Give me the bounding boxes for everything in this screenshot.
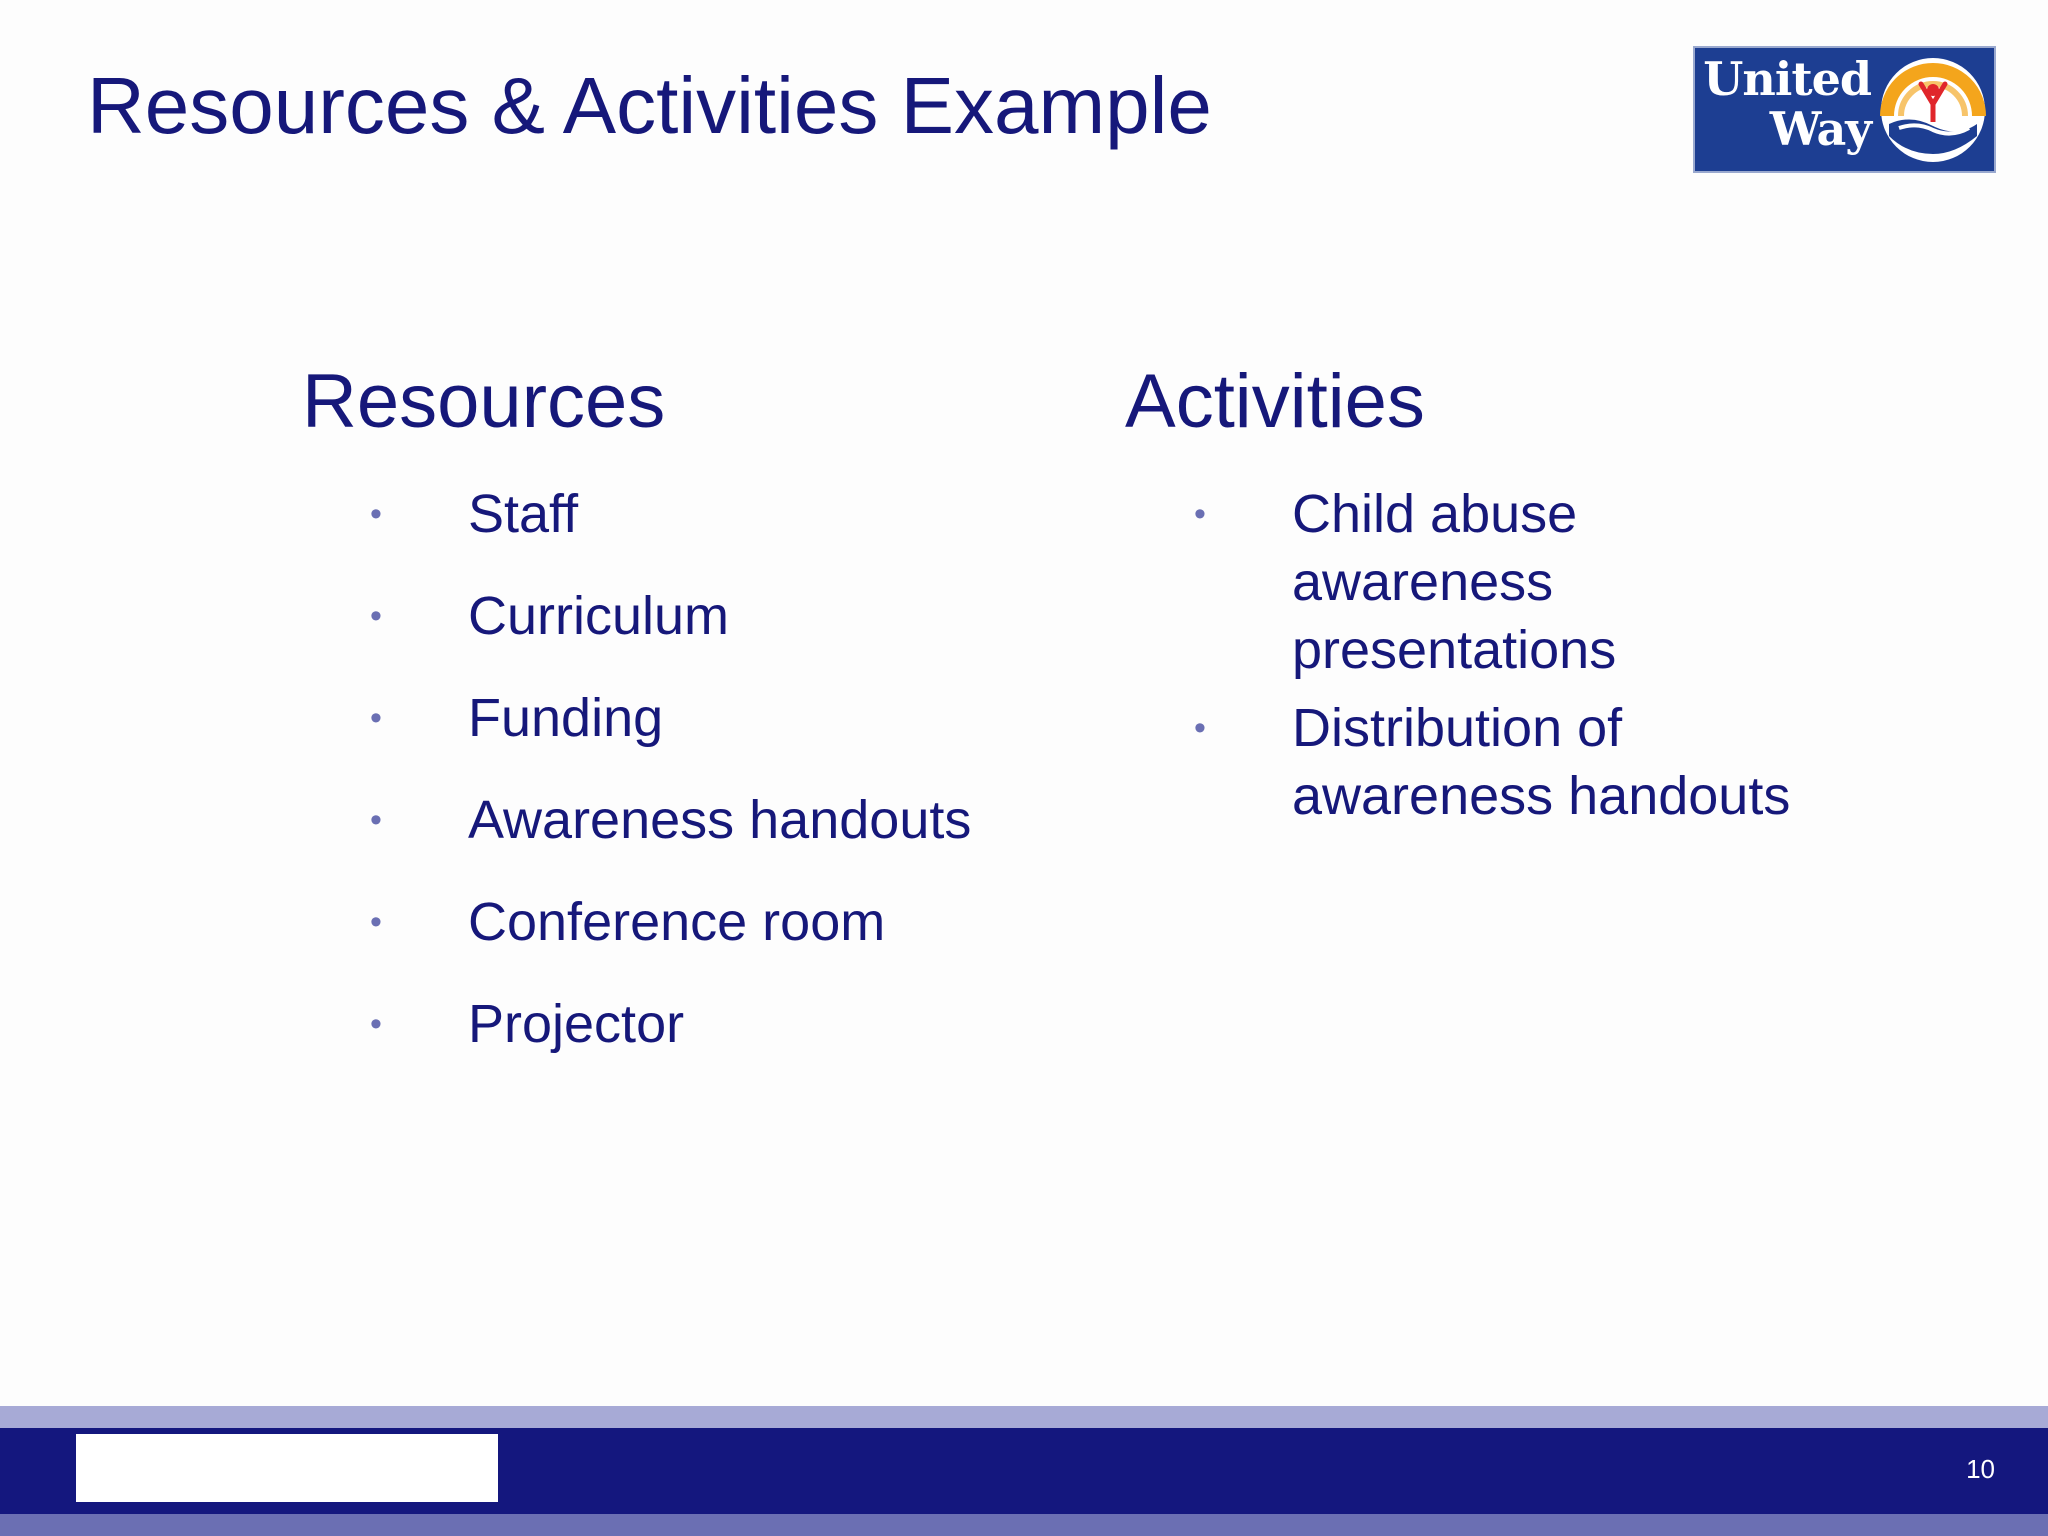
list-item [1194,694,1852,830]
activities-list [1194,480,1852,840]
bullet-icon: • [370,1005,382,1043]
list-item [370,684,971,752]
united-way-emblem-icon [1877,54,1990,167]
logo-line-1: United [1703,52,1871,106]
list-item-label: Projector [468,994,685,1054]
list-item [370,786,972,854]
logo-wordmark [1703,54,1871,154]
bullet-icon: • [1194,709,1206,747]
list-item [370,480,971,548]
list-item [370,582,971,650]
bullet-icon: • [370,699,382,737]
united-way-logo [1693,46,1996,173]
list-item-label: Curriculum [468,586,730,646]
bullet-icon: • [370,597,382,635]
footer-bottom-bar [0,1514,2048,1536]
bullet-icon: • [370,903,382,941]
activities-heading: Activities [1125,359,1425,444]
list-item-label: Funding [468,688,664,748]
list-item-label: Distribution of awareness handouts [1292,698,1791,826]
resources-list [370,480,972,1092]
bullet-icon: • [1194,495,1206,533]
footer-accent-bar [0,1406,2048,1428]
resources-heading: Resources [302,359,666,444]
list-item-label: Awareness handouts [468,790,972,850]
list-item [370,990,971,1058]
list-item-label: Conference room [468,892,886,952]
page-number: 10 [1966,1454,1995,1484]
bullet-icon: • [370,801,382,839]
list-item-label: Child abuse awareness presentations [1292,484,1617,680]
list-item-label: Staff [468,484,579,544]
list-item [370,888,971,956]
logo-line-2: Way [1769,102,1871,156]
footer-label-box [76,1434,498,1502]
slide-title: Resources & Activities Example [87,61,1212,150]
list-item [1194,480,1852,684]
bullet-icon: • [370,495,382,533]
